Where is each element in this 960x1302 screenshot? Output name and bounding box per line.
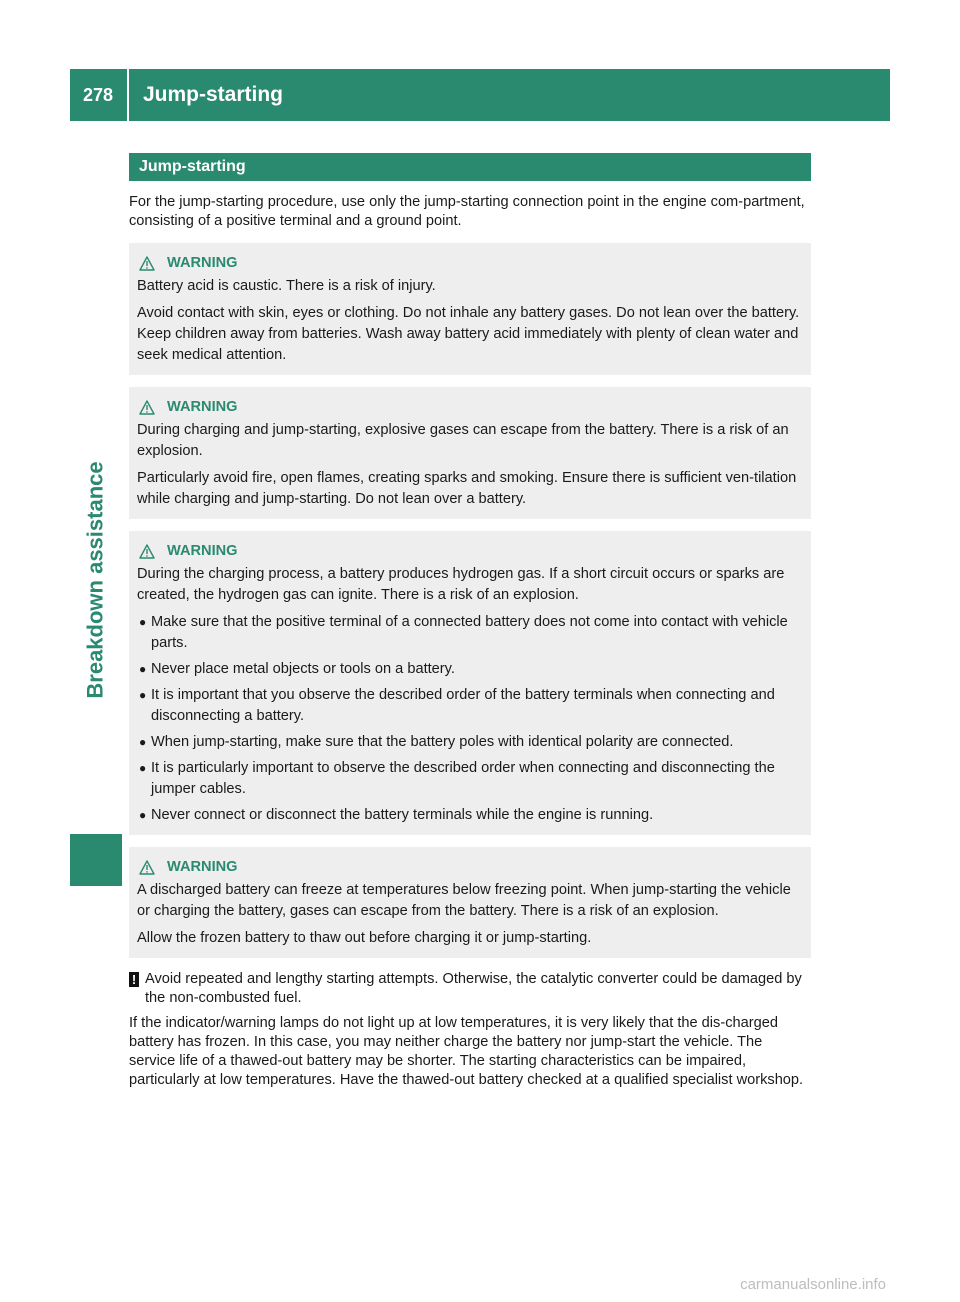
list-item-text: Make sure that the positive terminal of a connected battery does not come into contact with vehicle parts. xyxy=(151,614,788,651)
warning-title: WARNING xyxy=(167,543,238,559)
warning-title: WARNING xyxy=(167,255,238,271)
bullet-icon: ● xyxy=(139,615,147,629)
warning-text: During the charging process, a battery produces hydrogen gas. If a short circuit occurs or sparks are created, the hydrogen gas can ignite. There is a risk of an explosion. xyxy=(137,566,785,603)
warning-header xyxy=(139,252,803,274)
warning-triangle-icon xyxy=(139,256,155,271)
list-item-text: It is particularly important to observe the described order when connecting and disconnecting the jumper cables. xyxy=(151,760,775,797)
warning-text: Particularly avoid fire, open flames, creating sparks and smoking. Ensure there is sufficient ven-tilation while charging and jump-starting. Do not lean over a battery. xyxy=(137,470,797,507)
warning-title: WARNING xyxy=(167,859,238,875)
warning-triangle-icon xyxy=(139,544,155,559)
warning-text: A discharged battery can freeze at temperatures below freezing point. When jump-starting the vehicle or charging the battery, gases can escape from the battery. There is a risk of an explosion. xyxy=(137,882,791,919)
warning-triangle-icon xyxy=(139,400,155,415)
main-content xyxy=(129,153,811,1098)
exclamation-icon: ! xyxy=(129,972,139,987)
list-item xyxy=(137,612,803,654)
bullet-icon: ● xyxy=(139,761,147,775)
warning-header xyxy=(139,540,803,562)
page-number: 278 xyxy=(82,84,114,105)
warning-title: WARNING xyxy=(167,399,238,415)
side-tab-marker xyxy=(70,834,122,886)
header-divider xyxy=(127,69,129,121)
list-item-text: Never connect or disconnect the battery terminals while the engine is running. xyxy=(151,807,654,823)
warning-text: Battery acid is caustic. There is a risk of injury. xyxy=(137,278,436,294)
warning-triangle-icon xyxy=(139,860,155,875)
list-item xyxy=(137,732,803,753)
warning-text: Avoid contact with skin, eyes or clothing. Do not inhale any battery gases. Do not lean over the battery. Keep children away from batteries. Wash away battery acid immediately with plenty of clean water and seek medical attention. xyxy=(137,305,800,363)
note-block xyxy=(129,970,811,1008)
list-item xyxy=(137,805,803,826)
list-item xyxy=(137,685,803,727)
warning-header xyxy=(139,396,803,418)
note-text: Avoid repeated and lengthy starting attempts. Otherwise, the catalytic converter could be damaged by the non-combusted fuel. xyxy=(145,971,802,1006)
warning-box xyxy=(129,387,811,519)
bullet-icon: ● xyxy=(139,688,147,702)
bullet-icon: ● xyxy=(139,735,147,749)
list-item-text: When jump-starting, make sure that the battery poles with identical polarity are connected. xyxy=(151,734,734,750)
side-tab-label: Breakdown assistance xyxy=(83,461,109,699)
bullet-icon: ● xyxy=(139,662,147,676)
list-item xyxy=(137,659,803,680)
warning-box xyxy=(129,531,811,835)
side-tab xyxy=(70,360,122,800)
intro-paragraph: For the jump-starting procedure, use only the jump-starting connection point in the engine com-partment, consisting of a positive terminal and a ground point. xyxy=(129,194,805,229)
warning-box xyxy=(129,847,811,958)
section-heading: Jump-starting xyxy=(129,153,811,181)
list-item-text: Never place metal objects or tools on a battery. xyxy=(151,661,455,677)
warning-header xyxy=(139,856,803,878)
warning-text: Allow the frozen battery to thaw out before charging it or jump-starting. xyxy=(137,930,592,946)
list-item-text: It is important that you observe the described order of the battery terminals when connecting and disconnecting a battery. xyxy=(151,687,775,724)
closing-paragraph: If the indicator/warning lamps do not light up at low temperatures, it is very likely that the dis-charged battery has frozen. In this case, you may neither charge the battery nor jump-start the vehicle. The service life of a thawed-out battery may be shorter. The starting characteristics can be impaired, particularly at low temperatures. Have the thawed-out battery checked at a qualified specialist workshop. xyxy=(129,1015,804,1088)
watermark: carmanualsonline.info xyxy=(740,1276,886,1293)
warning-text: During charging and jump-starting, explosive gases can escape from the battery. There is a risk of an explosion. xyxy=(137,422,789,459)
list-item xyxy=(137,758,803,800)
warning-box xyxy=(129,243,811,375)
bullet-icon: ● xyxy=(139,808,147,822)
warning-bullet-list xyxy=(137,612,803,826)
page-title: Jump-starting xyxy=(143,83,284,106)
